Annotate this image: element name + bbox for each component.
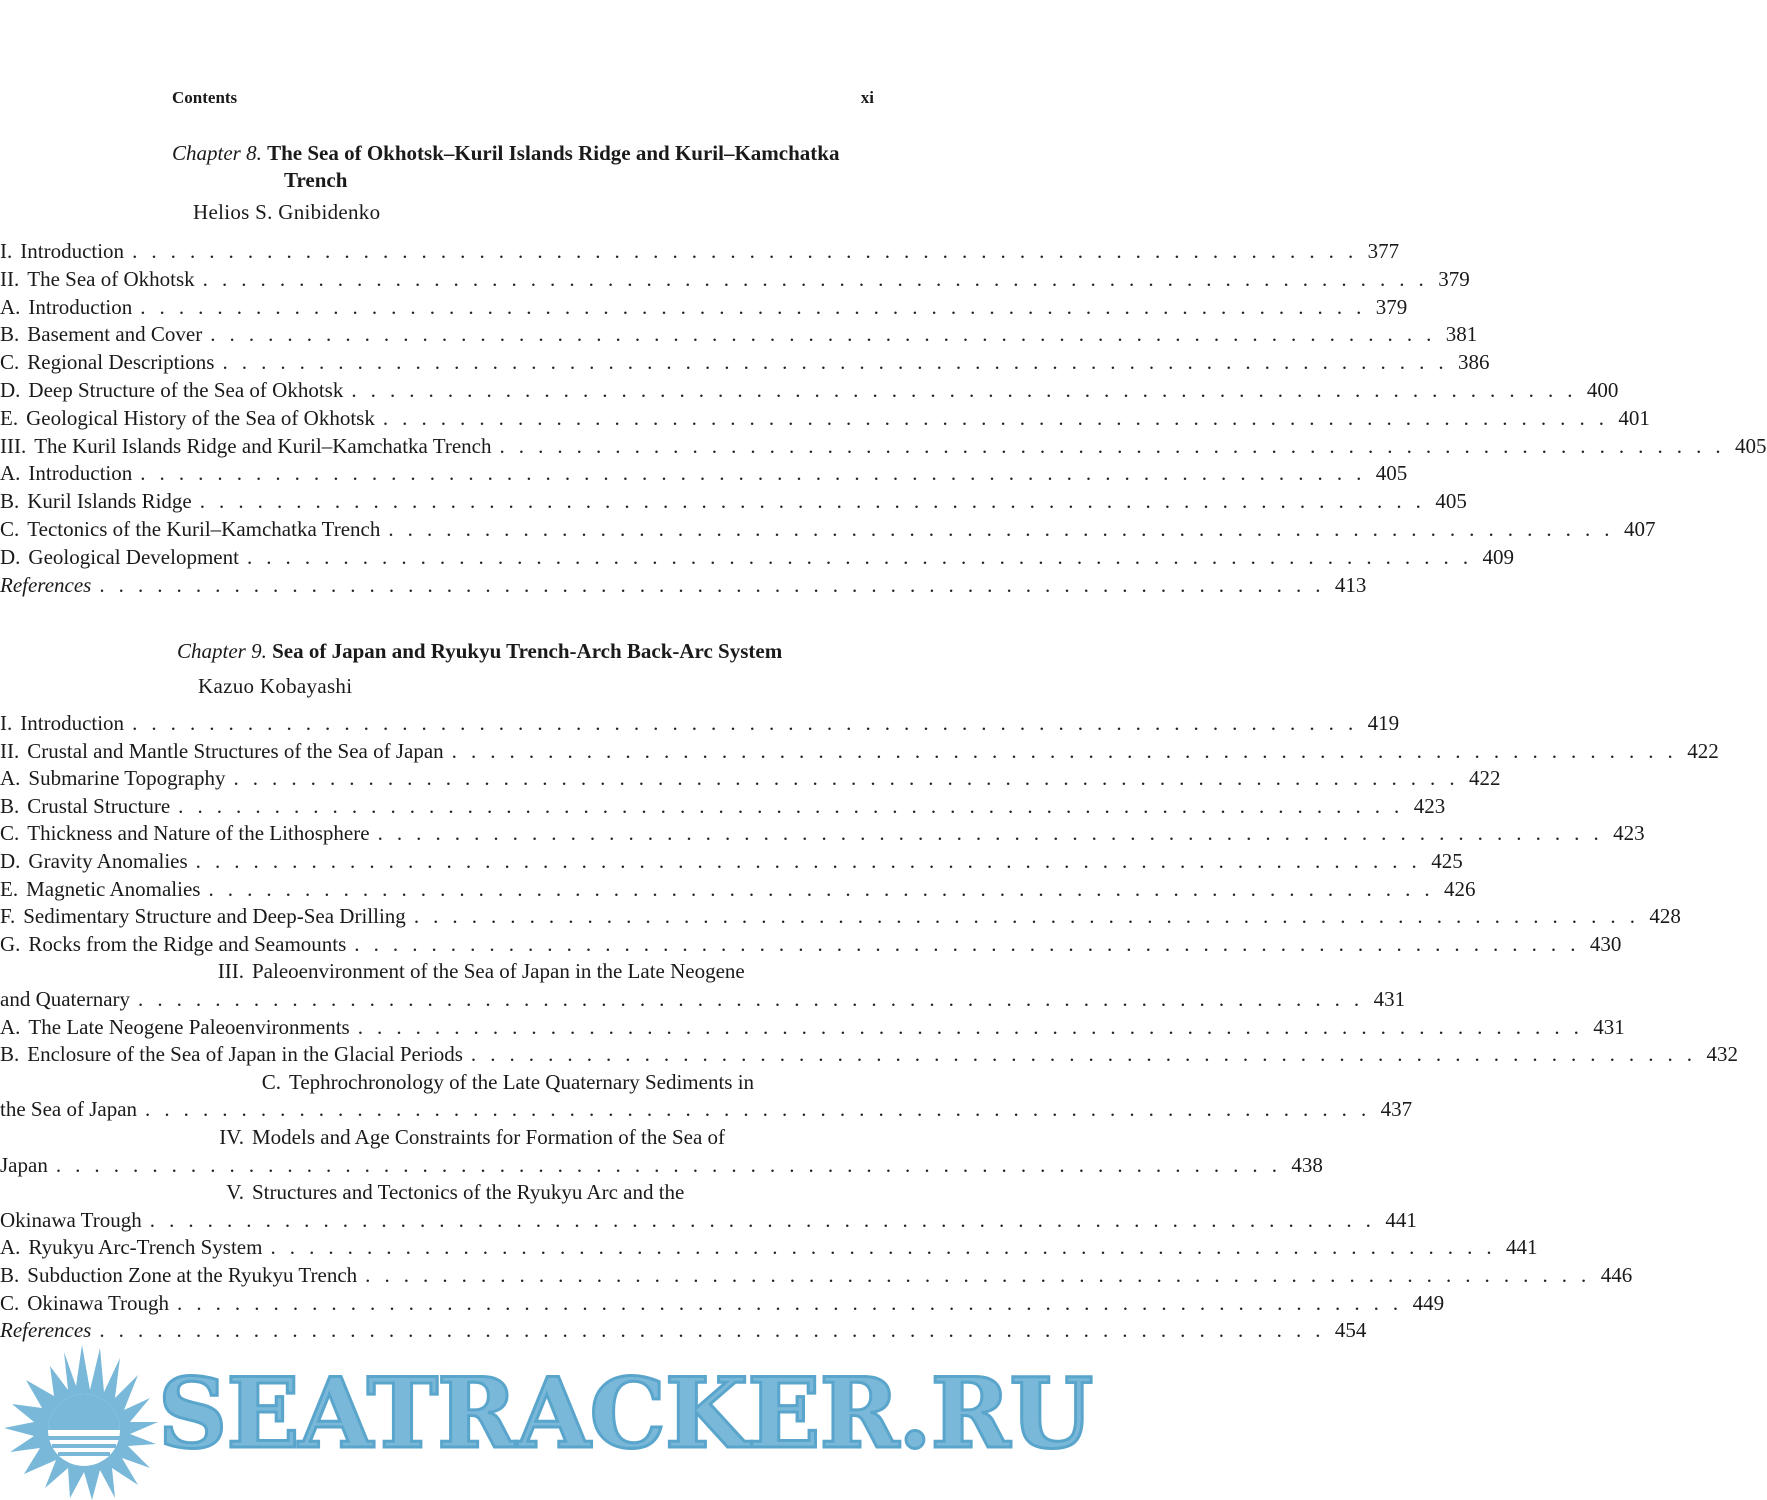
running-head-left: Contents <box>172 88 238 107</box>
toc-marker: A. <box>0 1014 21 1039</box>
toc-title: Gravity Anomalies <box>28 849 188 873</box>
leader-dots: . . . . . . . . . . . . . . . . . . . . . . . . . . . . . . . . . . . . . . . . . . . . . . . . . . . . . . . . . . . . . . . . <box>246 544 1473 569</box>
toc-title: Magnetic Anomalies <box>26 876 201 901</box>
toc-marker: B. <box>0 489 20 514</box>
leader-dots: . . . . . . . . . . . . . . . . . . . . . . . . . . . . . . . . . . . . . . . . . . . . . . . . . . . . . . . . . . . . . . . . <box>132 711 1358 735</box>
toc-page-number: 407 <box>1623 517 1656 541</box>
toc-entry <box>0 1097 1413 1125</box>
toc-page-number: 431 <box>1593 1014 1625 1039</box>
toc-title: Tephrochronology of the Late Quaternary Sediments in <box>289 1069 755 1094</box>
toc-marker: II. <box>0 738 20 763</box>
toc-title: Models and Age Constraints for Formation of the Sea of <box>252 1125 726 1149</box>
toc-marker: A. <box>0 766 21 791</box>
toc-page-number: 400 <box>1586 378 1619 402</box>
toc-marker: D. <box>0 544 21 569</box>
toc-page-number: 377 <box>1367 239 1400 263</box>
toc-title: Tectonics of the Kuril–Kamchatka Trench <box>27 517 381 541</box>
toc-title: Geological Development <box>28 544 239 569</box>
leader-dots: . . . . . . . . . . . . . . . . . . . . . . . . . . . . . . . . . . . . . . . . . . . . . . . . . . . . . . . . . . . . . . . . <box>470 1042 1697 1067</box>
references-label: References <box>0 1318 92 1343</box>
toc-entry <box>0 489 1467 517</box>
toc-marker: A. <box>0 1235 21 1260</box>
toc-entry <box>0 266 1470 295</box>
toc-page-number: 441 <box>1385 1207 1417 1232</box>
toc-marker: D. <box>0 849 21 873</box>
toc-title: Kuril Islands Ridge <box>27 489 192 514</box>
chapter-8-number: Chapter 8. <box>172 141 262 165</box>
toc-page-number: 423 <box>1413 793 1446 818</box>
toc-marker: A. <box>0 461 21 486</box>
toc-title: Structures and Tectonics of the Ryukyu Arc and the <box>252 1180 685 1205</box>
toc-page-number: 379 <box>1375 294 1408 319</box>
toc-page-number: 423 <box>1613 821 1645 846</box>
toc-marker: III. <box>217 959 244 984</box>
toc-marker: C. <box>0 350 20 375</box>
toc-entry <box>0 849 1463 877</box>
leader-dots: . . . . . . . . . . . . . . . . . . . . . . . . . . . . . . . . . . . . . . . . . . . . . . . . . . . . . . . . . . . . . . . . <box>499 433 1726 458</box>
toc-marker: C. <box>0 517 20 541</box>
chapter-8-title <box>172 140 839 194</box>
leader-dots: . . . . . . . . . . . . . . . . . . . . . . . . . . . . . . . . . . . . . . . . . . . . . . . . . . . . . . . . . . . . . . . . <box>208 876 1435 901</box>
toc-marker: IV. <box>219 1125 244 1149</box>
toc-marker: I. <box>0 711 13 735</box>
leader-dots: . . . . . . . . . . . . . . . . . . . . . . . . . . . . . . . . . . . . . . . . . . . . . . . . . . . . . . . . . . . . . . . . <box>233 766 1460 791</box>
toc-marker: D. <box>0 378 21 402</box>
toc-title: Sedimentary Structure and Deep-Sea Drilling <box>23 904 406 929</box>
toc-page-number: 431 <box>1373 987 1406 1011</box>
toc-entry <box>0 1125 880 1153</box>
leader-dots: . . . . . . . . . . . . . . . . . . . . . . . . . . . . . . . . . . . . . . . . . . . . . . . . . . . . . . . . . . . . . . . . <box>140 461 1366 486</box>
toc-page-number: 428 <box>1649 904 1681 929</box>
toc-entry <box>0 1070 880 1098</box>
toc-entry <box>0 1235 1538 1263</box>
toc-page-number: 454 <box>1334 1318 1367 1343</box>
toc-title: Deep Structure of the Sea of Okhotsk <box>28 378 344 402</box>
toc-entry <box>0 350 1490 378</box>
toc-title: the Sea of Japan <box>0 1097 138 1122</box>
leader-dots: . . . . . . . . . . . . . . . . . . . . . . . . . . . . . . . . . . . . . . . . . . . . . . . . . . . . . . . . . . . . . . . . <box>140 294 1366 319</box>
leader-dots: . . . . . . . . . . . . . . . . . . . . . . . . . . . . . . . . . . . . . . . . . . . . . . . . . . . . . . . . . . . . . . . . <box>149 1207 1376 1232</box>
toc-title: Thickness and Nature of the Lithosphere <box>27 821 370 846</box>
chapter-8-author: Helios S. Gnibidenko <box>193 200 381 224</box>
toc-title: Basement and Cover <box>27 322 203 347</box>
toc-entry <box>0 544 1514 573</box>
leader-dots: . . . . . . . . . . . . . . . . . . . . . . . . . . . . . . . . . . . . . . . . . . . . . . . . . . . . . . . . . . . . . . . . <box>55 1152 1282 1177</box>
toc-title: Rocks from the Ridge and Seamounts <box>28 931 347 956</box>
toc-page-number: 381 <box>1445 322 1478 347</box>
leader-dots: . . . . . . . . . . . . . . . . . . . . . . . . . . . . . . . . . . . . . . . . . . . . . . . . . . . . . . . . . . . . . . . . <box>210 322 1436 347</box>
leader-dots: . . . . . . . . . . . . . . . . . . . . . . . . . . . . . . . . . . . . . . . . . . . . . . . . . . . . . . . . . . . . . . . . <box>413 904 1640 929</box>
toc-title: Crustal and Mantle Structures of the Sea of Japan <box>27 738 444 763</box>
toc-page-number: 419 <box>1367 711 1400 735</box>
toc-entry <box>0 433 1767 462</box>
toc-title: Japan <box>0 1152 48 1177</box>
toc-title: Geological History of the Sea of Okhotsk <box>26 405 375 430</box>
toc-marker: B. <box>0 322 20 347</box>
toc-entry <box>0 987 1406 1015</box>
chapter-9-title-line1: Sea of Japan and Ryukyu Trench-Arch Back-Arc System <box>272 639 783 663</box>
leader-dots: . . . . . . . . . . . . . . . . . . . . . . . . . . . . . . . . . . . . . . . . . . . . . . . . . . . . . . . . . . . . . . . . <box>351 378 1577 402</box>
toc-entry <box>0 1180 880 1208</box>
watermark-text: SEATRACKER.RU <box>158 1357 1093 1470</box>
running-head <box>172 88 874 112</box>
toc-title: Regional Descriptions <box>27 350 215 375</box>
leader-dots: . . . . . . . . . . . . . . . . . . . . . . . . . . . . . . . . . . . . . . . . . . . . . . . . . . . . . . . . . . . . . . . . <box>451 738 1678 763</box>
toc-page-number: 422 <box>1469 766 1501 791</box>
toc-entry <box>0 904 1681 932</box>
toc-marker: III. <box>0 433 27 458</box>
toc-entry <box>0 1207 1417 1236</box>
leader-dots: . . . . . . . . . . . . . . . . . . . . . . . . . . . . . . . . . . . . . . . . . . . . . . . . . . . . . . . . . . . . . . . . <box>145 1097 1371 1122</box>
toc-title: Introduction <box>28 461 133 486</box>
toc-marker: B. <box>0 1263 20 1287</box>
toc-marker: C. <box>0 1290 20 1315</box>
toc-entry <box>0 239 1400 267</box>
toc-entry <box>0 1152 1323 1181</box>
toc-marker: B. <box>0 1042 20 1067</box>
leader-dots: . . . . . . . . . . . . . . . . . . . . . . . . . . . . . . . . . . . . . . . . . . . . . . . . . . . . . . . . . . . . . . . . <box>382 405 1609 430</box>
toc-title: Okinawa Trough <box>0 1207 142 1232</box>
toc-page-number: 413 <box>1334 572 1367 597</box>
toc-entry <box>0 1042 1738 1070</box>
leader-dots: . . . . . . . . . . . . . . . . . . . . . . . . . . . . . . . . . . . . . . . . . . . . . . . . . . . . . . . . . . . . . . . . <box>388 517 1614 541</box>
toc-page-number: 446 <box>1600 1263 1633 1287</box>
toc-title: Crustal Structure <box>27 793 171 818</box>
toc-entry <box>0 931 1622 960</box>
toc-entry <box>0 378 1619 406</box>
leader-dots: . . . . . . . . . . . . . . . . . . . . . . . . . . . . . . . . . . . . . . . . . . . . . . . . . . . . . . . . . . . . . . . . <box>138 987 1364 1011</box>
chapter-9-number: Chapter 9. <box>177 639 267 663</box>
leader-dots: . . . . . . . . . . . . . . . . . . . . . . . . . . . . . . . . . . . . . . . . . . . . . . . . . . . . . . . . . . . . . . . . <box>178 793 1404 818</box>
toc-page-number: 409 <box>1482 544 1514 569</box>
toc-entry <box>0 738 1719 767</box>
toc-marker: E. <box>0 876 19 901</box>
leader-dots: . . . . . . . . . . . . . . . . . . . . . . . . . . . . . . . . . . . . . . . . . . . . . . . . . . . . . . . . . . . . . . . . <box>99 572 1325 597</box>
toc-page-number: 401 <box>1618 405 1650 430</box>
leader-dots: . . . . . . . . . . . . . . . . . . . . . . . . . . . . . . . . . . . . . . . . . . . . . . . . . . . . . . . . . . . . . . . . <box>202 266 1429 291</box>
toc-title: Introduction <box>20 711 125 735</box>
toc-page-number: 437 <box>1380 1097 1413 1122</box>
leader-dots: . . . . . . . . . . . . . . . . . . . . . . . . . . . . . . . . . . . . . . . . . . . . . . . . . . . . . . . . . . . . . . . . <box>365 1263 1591 1287</box>
references-entry <box>0 572 1367 601</box>
chapter-8-title-line2: Trench <box>284 168 348 192</box>
toc-marker: C. <box>261 1069 281 1094</box>
toc-page-number: 425 <box>1431 849 1463 873</box>
page-number: xi <box>860 88 874 107</box>
leader-dots: . . . . . . . . . . . . . . . . . . . . . . . . . . . . . . . . . . . . . . . . . . . . . . . . . . . . . . . . . . . . . . . . <box>357 1014 1584 1039</box>
toc-marker: C. <box>0 821 20 846</box>
toc-title: and Quaternary <box>0 987 131 1011</box>
toc-title: Enclosure of the Sea of Japan in the Glacial Periods <box>27 1042 463 1067</box>
toc-entry <box>0 1263 1633 1291</box>
toc-entry <box>0 1014 1625 1043</box>
toc-title: Ryukyu Arc-Trench System <box>28 1235 263 1260</box>
toc-entry <box>0 959 880 987</box>
toc-page-number: 430 <box>1589 931 1622 956</box>
toc-page-number: 441 <box>1506 1235 1538 1260</box>
toc-page-number: 449 <box>1412 1290 1445 1315</box>
toc-entry <box>0 1290 1445 1319</box>
toc-marker: B. <box>0 793 20 818</box>
toc-title: Introduction <box>20 239 125 263</box>
leader-dots: . . . . . . . . . . . . . . . . . . . . . . . . . . . . . . . . . . . . . . . . . . . . . . . . . . . . . . . . . . . . . . . . <box>199 489 1426 514</box>
toc-page-number: 405 <box>1735 433 1767 458</box>
toc-entry <box>0 821 1645 849</box>
leader-dots: . . . . . . . . . . . . . . . . . . . . . . . . . . . . . . . . . . . . . . . . . . . . . . . . . . . . . . . . . . . . . . . . <box>270 1235 1497 1260</box>
toc-title: The Late Neogene Paleoenvironments <box>28 1014 350 1039</box>
leader-dots: . . . . . . . . . . . . . . . . . . . . . . . . . . . . . . . . . . . . . . . . . . . . . . . . . . . . . . . . . . . . . . . . <box>195 849 1422 873</box>
toc-title: Submarine Topography <box>28 766 226 791</box>
toc-entry <box>0 793 1446 822</box>
toc-marker: II. <box>0 266 20 291</box>
toc-page-number: 426 <box>1444 876 1476 901</box>
toc-marker: G. <box>0 931 21 956</box>
toc-entry <box>0 876 1476 905</box>
toc-page-number: 438 <box>1291 1152 1323 1177</box>
toc-title: Paleoenvironment of the Sea of Japan in the Late Neogene <box>252 959 745 984</box>
chapter-9-author: Kazuo Kobayashi <box>198 674 353 698</box>
leader-dots: . . . . . . . . . . . . . . . . . . . . . . . . . . . . . . . . . . . . . . . . . . . . . . . . . . . . . . . . . . . . . . . . <box>354 931 1580 956</box>
leader-dots: . . . . . . . . . . . . . . . . . . . . . . . . . . . . . . . . . . . . . . . . . . . . . . . . . . . . . . . . . . . . . . . . <box>377 821 1604 846</box>
references-label: References <box>0 572 92 597</box>
toc-title: The Sea of Okhotsk <box>27 266 195 291</box>
toc-title: Introduction <box>28 294 133 319</box>
leader-dots: . . . . . . . . . . . . . . . . . . . . . . . . . . . . . . . . . . . . . . . . . . . . . . . . . . . . . . . . . . . . . . . . <box>222 350 1449 375</box>
leader-dots: . . . . . . . . . . . . . . . . . . . . . . . . . . . . . . . . . . . . . . . . . . . . . . . . . . . . . . . . . . . . . . . . <box>99 1318 1325 1343</box>
toc-entry <box>0 322 1478 350</box>
toc-entry <box>0 766 1501 794</box>
toc-marker: V. <box>226 1180 244 1205</box>
toc-entry <box>0 517 1656 545</box>
toc-entry <box>0 461 1408 489</box>
toc-marker: E. <box>0 405 19 430</box>
toc-title: Subduction Zone at the Ryukyu Trench <box>27 1263 358 1287</box>
toc-page-number: 405 <box>1375 461 1408 486</box>
toc-title: The Kuril Islands Ridge and Kuril–Kamchatka Trench <box>34 433 492 458</box>
toc-marker: I. <box>0 239 13 263</box>
leader-dots: . . . . . . . . . . . . . . . . . . . . . . . . . . . . . . . . . . . . . . . . . . . . . . . . . . . . . . . . . . . . . . . . <box>177 1290 1403 1315</box>
toc-title: Okinawa Trough <box>27 1290 170 1315</box>
toc-entry <box>0 405 1650 434</box>
toc-marker: A. <box>0 294 21 319</box>
toc-page-number: 422 <box>1687 738 1719 763</box>
chapter-8-title-line1: The Sea of Okhotsk–Kuril Islands Ridge and Kuril–Kamchatka <box>267 141 840 165</box>
toc-entry <box>0 294 1408 323</box>
toc-marker: F. <box>0 904 16 929</box>
toc-page-number: 405 <box>1435 489 1467 514</box>
toc-entry <box>0 711 1400 739</box>
toc-page-number: 386 <box>1458 350 1490 375</box>
chapter-9-title <box>177 638 782 665</box>
leader-dots: . . . . . . . . . . . . . . . . . . . . . . . . . . . . . . . . . . . . . . . . . . . . . . . . . . . . . . . . . . . . . . . . <box>132 239 1358 263</box>
toc-page-number: 432 <box>1706 1042 1738 1067</box>
toc-page-number: 379 <box>1438 266 1470 291</box>
